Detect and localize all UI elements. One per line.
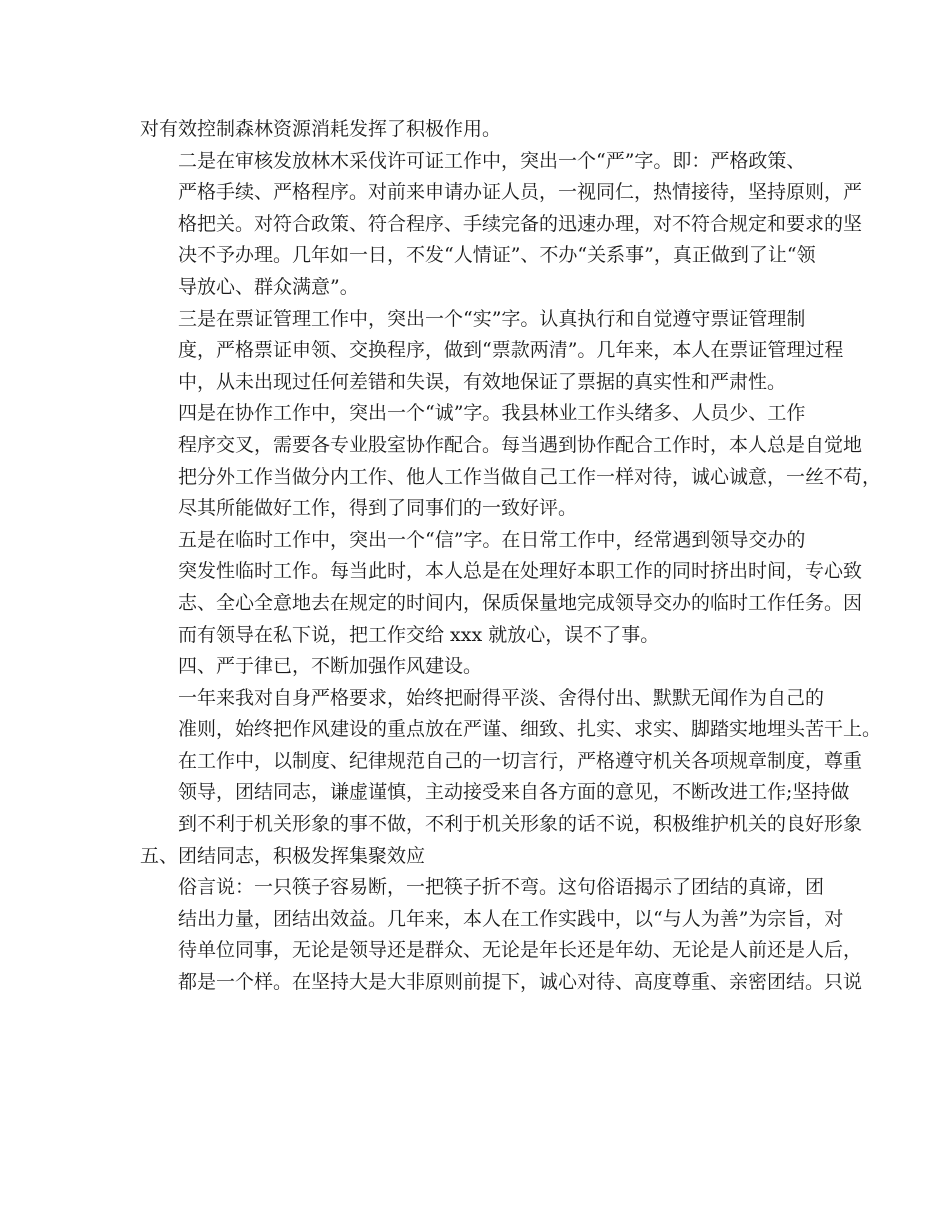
document-page: [140, 114, 882, 999]
paragraph: [140, 683, 882, 841]
text-line: 都是一个样。在坚持大是大非原则前提下，诚心对待、高度尊重、亲密团结。只说: [178, 971, 863, 994]
text-line: 二是在审核发放林木采伐许可证工作中，突出一个“严”字。即：严格政策、: [178, 149, 806, 172]
paragraph: [140, 651, 830, 683]
text-line: 决不予办理。几年如一日，不发“人情证”、不办“关系事”，真正做到了让“领: [178, 244, 816, 267]
text-line: 对有效控制森林资源消耗发挥了积极作用。: [140, 118, 502, 140]
paragraph: [140, 525, 863, 651]
paragraph: [140, 114, 830, 146]
text-line: 三是在票证管理工作中，突出一个“实”字。认真执行和自觉遵守票证管理制: [178, 307, 806, 330]
text-line: 而有领导在私下说，把工作交给 xxx 就放心，误不了事。: [178, 623, 660, 646]
text-line: 格把关。对符合政策、符合程序、手续完备的迅速办理，对不符合规定和要求的坚: [178, 212, 863, 235]
paragraph: [140, 304, 844, 399]
text-line: 突发性临时工作。每当此时，本人总是在处理好本职工作的同时挤出时间，专心致: [178, 560, 863, 583]
text-line: 俗言说：一只筷子容易断，一把筷子折不弯。这句俗语揭示了团结的真谛，团: [178, 876, 825, 899]
text-line: 四、严于律已，不断加强作风建设。: [178, 655, 483, 678]
paragraph: [140, 146, 863, 304]
text-line: 到不利于机关形象的事不做，不利于机关形象的话不说，积极维护机关的良好形象: [178, 813, 863, 836]
paragraph: [140, 841, 830, 873]
paragraph: [140, 398, 882, 524]
text-line: 四是在协作工作中，突出一个“诚”字。我县林业工作头绪多、人员少、工作: [178, 402, 806, 425]
text-line: 领导，团结同志，谦虚谨慎，主动接受来自各方面的意见，不断改进工作;坚持做: [178, 781, 850, 804]
text-line: 五、团结同志，积极发挥集聚效应: [140, 844, 426, 867]
text-line: 中，从未出现过任何差错和失误，有效地保证了票据的真实性和严肃性。: [178, 370, 787, 393]
text-line: 在工作中，以制度、纪律规范自己的一切言行，严格遵守机关各项规章制度，尊重: [178, 749, 863, 772]
text-line: 五是在临时工作中，突出一个“信”字。在日常工作中，经常遇到领导交办的: [178, 528, 806, 551]
text-line: 一年来我对自身严格要求，始终把耐得平淡、舍得付出、默默无闻作为自己的: [178, 686, 825, 709]
text-line: 程序交叉，需要各专业股室协作配合。每当遇到协作配合工作时，本人总是自觉地: [178, 433, 863, 456]
text-line: 把分外工作当做分内工作、他人工作当做自己工作一样对待，诚心诚意，一丝不苟，: [178, 465, 882, 488]
text-line: 结出力量，团结出效益。几年来，本人在工作实践中，以“与人为善”为宗旨，对: [178, 907, 844, 930]
text-line: 尽其所能做好工作，得到了同事们的一致好评。: [178, 497, 578, 520]
paragraph: [140, 872, 863, 998]
text-line: 严格手续、严格程序。对前来申请办证人员，一视同仁，热情接待，坚持原则，严: [178, 181, 863, 204]
text-line: 度，严格票证申领、交换程序，做到“票款两清”。几年来，本人在票证管理过程: [178, 339, 844, 362]
text-line: 准则，始终把作风建设的重点放在严谨、细致、扎实、求实、脚踏实地埋头苦干上。: [178, 718, 882, 741]
text-line: 待单位同事，无论是领导还是群众、无论是年长还是年幼、无论是人前还是人后，: [178, 939, 863, 962]
text-line: 志、全心全意地去在规定的时间内，保质保量地完成领导交办的临时工作任务。因: [178, 591, 863, 614]
text-line: 导放心、群众满意”。: [178, 275, 359, 298]
